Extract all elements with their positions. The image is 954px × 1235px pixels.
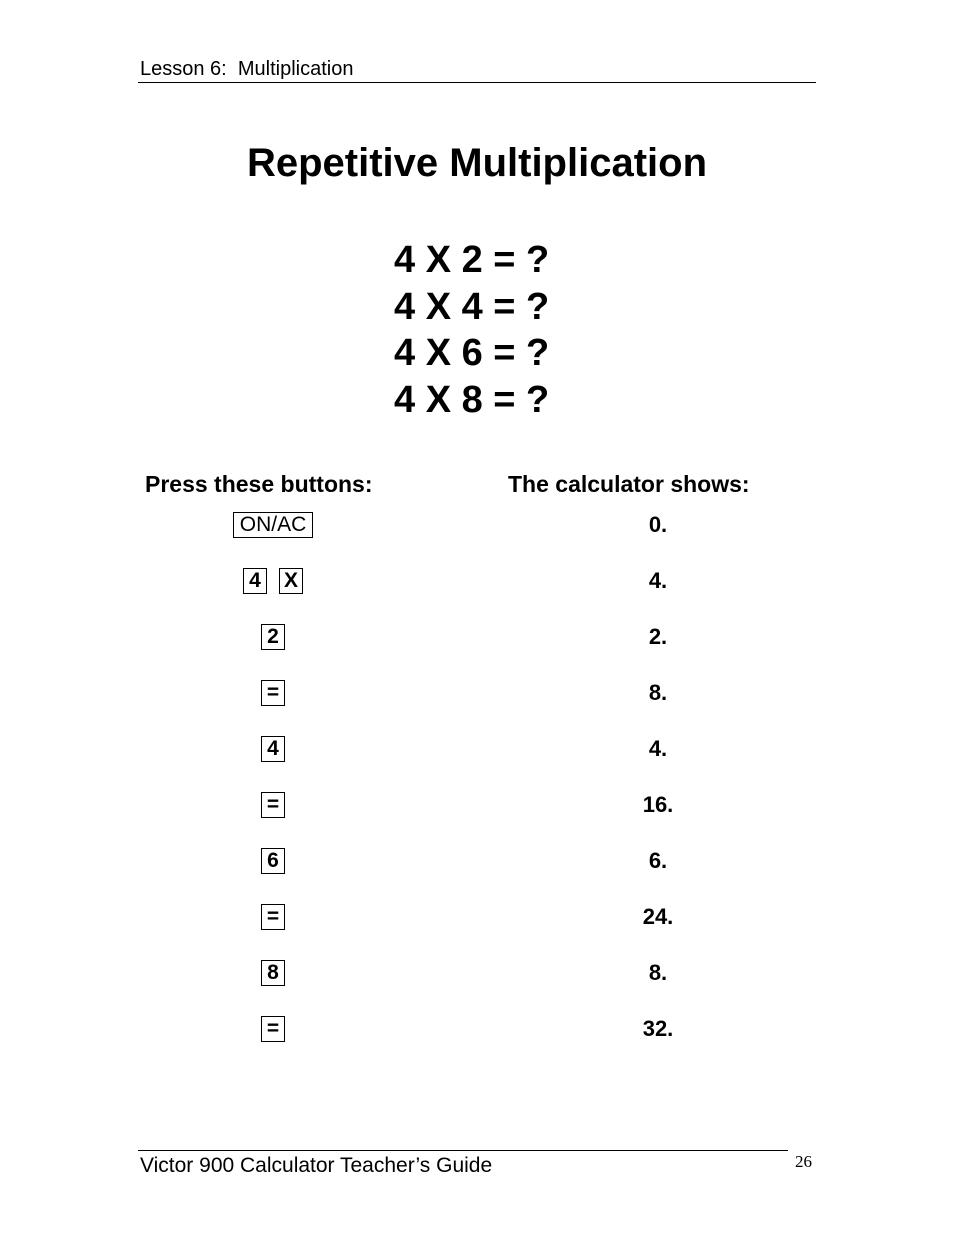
display-value: 32. [642,1016,674,1041]
equation: 4 X 6 = ? [394,332,550,374]
display-value: 8. [648,680,668,705]
display-value: 2. [648,624,668,649]
display-value: 16. [642,792,674,817]
header-divider [138,82,816,83]
key-group [173,1013,373,1045]
digit-key: 2 [261,624,285,650]
equation: 4 X 4 = ? [394,285,550,328]
digit-key: 4 [243,568,267,594]
page-title: Repetitive Multiplication [246,141,708,185]
step-row [0,901,954,933]
key-group [173,789,373,821]
display-value: 0. [648,512,668,537]
equals-key: = [261,792,285,818]
footer-divider [138,1150,788,1151]
step-row [0,733,954,765]
display-value: 4. [648,568,668,593]
page-footer: Victor 900 Calculator Teacher’s Guide [140,1154,493,1177]
equals-key: = [261,680,285,706]
equation-list [394,237,549,423]
page-number: 26 [795,1152,812,1171]
digit-key: 4 [261,736,285,762]
digit-key: 8 [261,960,285,986]
digit-key: 6 [261,848,285,874]
key-group [173,621,373,653]
step-row [0,789,954,821]
step-row [0,957,954,989]
key-group [173,733,373,765]
step-row [0,621,954,653]
step-row [0,845,954,877]
step-row [0,1013,954,1045]
step-row [0,677,954,709]
display-column-heading: The calculator shows: [508,471,750,497]
equals-key: = [261,1016,285,1042]
key-group [173,565,373,597]
step-row [0,509,954,541]
equation: 4 X 8 = ? [394,378,550,421]
page-header: Lesson 6: Multiplication [140,58,354,80]
key-group [173,509,373,541]
buttons-column-heading: Press these buttons: [145,471,373,497]
key-group [173,677,373,709]
display-value: 6. [648,848,668,873]
on-ac-key: ON/AC [233,512,314,538]
equals-key: = [261,904,285,930]
equation: 4 X 2 = ? [394,239,550,281]
display-value: 8. [648,960,668,985]
display-value: 24. [642,904,674,929]
key-group [173,845,373,877]
key-group [173,957,373,989]
key-group [173,901,373,933]
display-value: 4. [648,736,668,761]
multiply-key: X [279,568,303,594]
step-row [0,565,954,597]
